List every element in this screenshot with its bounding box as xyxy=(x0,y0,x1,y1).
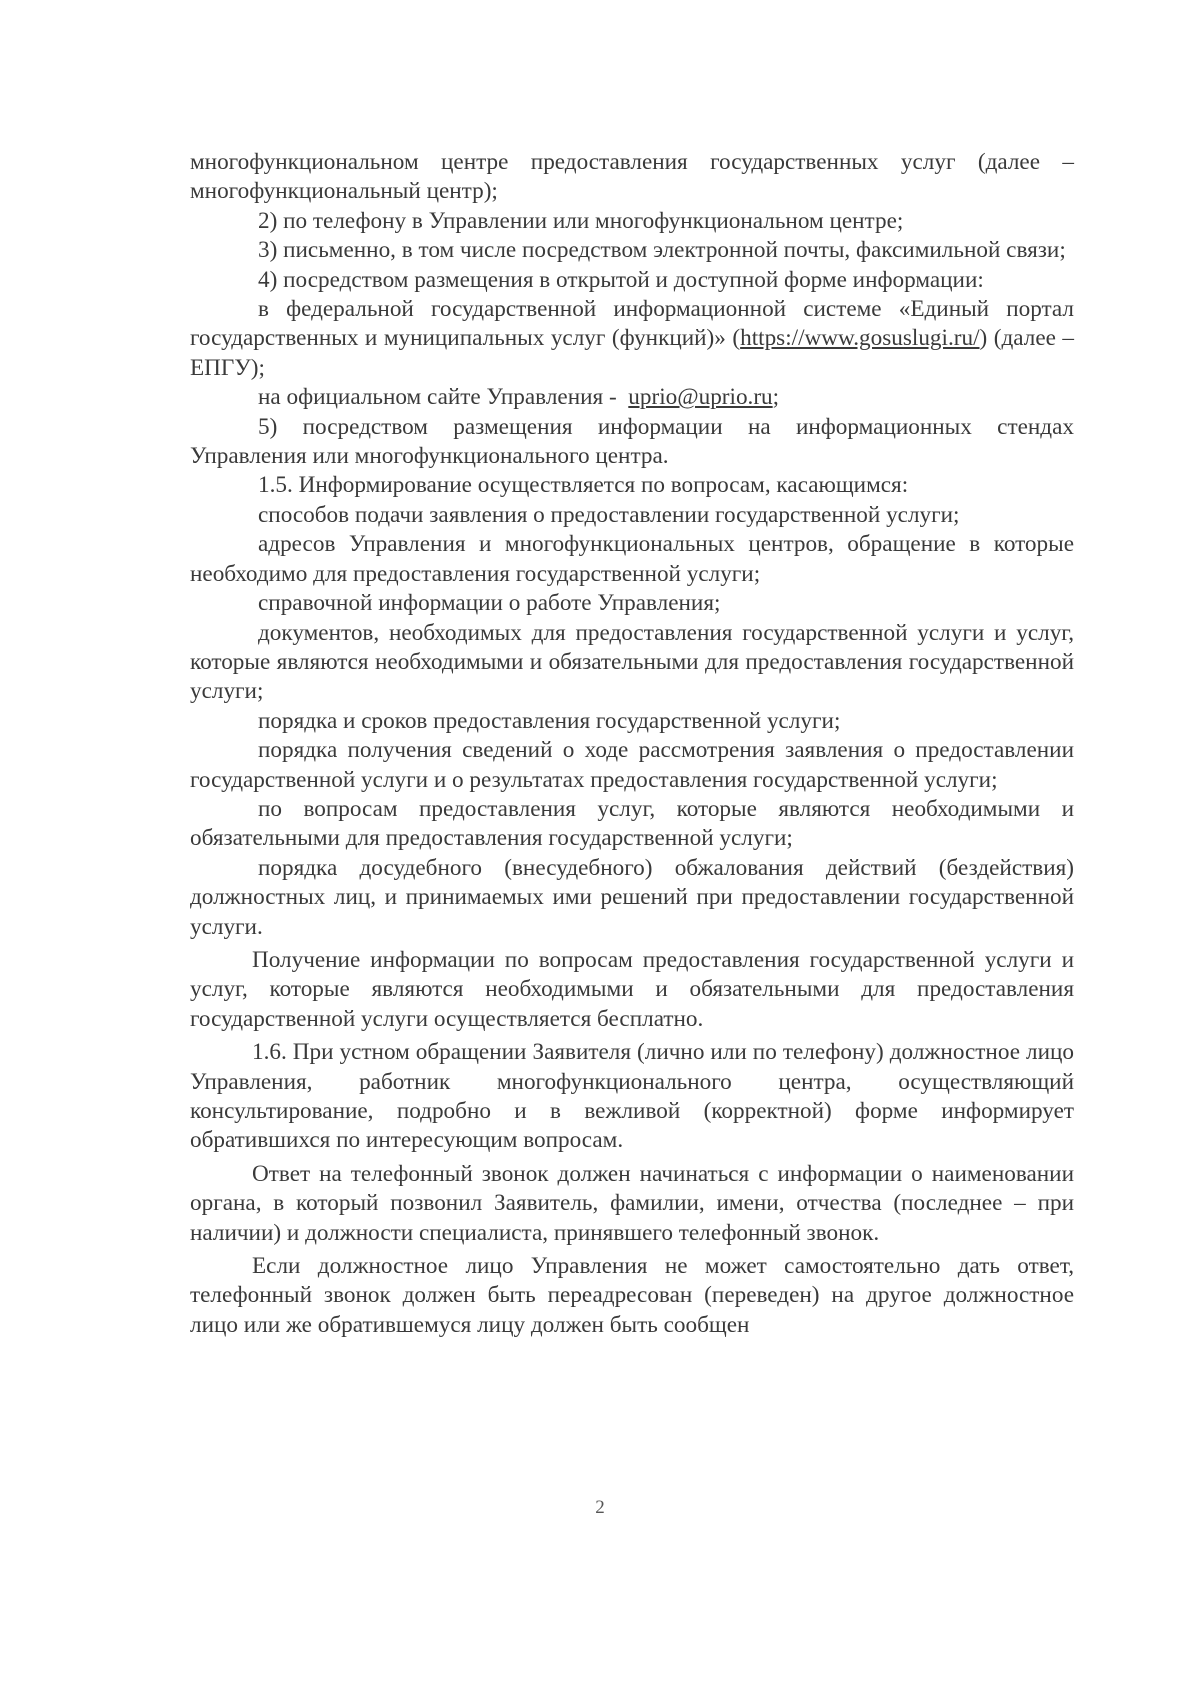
paragraph-text: на официальном сайте Управления - xyxy=(258,384,617,411)
page-number: 2 xyxy=(595,1497,605,1518)
paragraph: 5) посредством размещения информации на информационных стендах Управления или многофункционального центра. xyxy=(190,413,1074,470)
paragraph: порядка досудебного (внесудебного) обжалования действий (бездействия) должностных лиц, и принимаемых ими решений при предоставлении государственной услуги. xyxy=(190,854,1074,940)
paragraph: Получение информации по вопросам предоставления государственной услуги и услуг, которые являются необходимыми и обязательными для предоставления государственной услуги осуществляется бесплатно. xyxy=(190,946,1074,1032)
paragraph: способов подачи заявления о предоставлении государственной услуги; xyxy=(258,501,960,528)
paragraph: Ответ на телефонный звонок должен начинаться с информации о наименовании органа, в который позвонил Заявитель, фамилии, имени, отчества (последнее – при наличии) и должности специалиста, принявшего телефонный звонок. xyxy=(190,1160,1074,1246)
epgu-link-open: ( xyxy=(732,325,741,352)
paragraph: многофункциональном центре предоставления государственных услуг (далее – многофункциональный центр); xyxy=(190,149,1074,205)
document-body xyxy=(190,148,1074,1340)
email-tail: ; xyxy=(772,384,780,411)
paragraph: 2) по телефону в Управлении или многофункциональном центре; xyxy=(258,207,904,234)
paragraph: по вопросам предоставления услуг, которые являются необходимыми и обязательными для предоставления государственной услуги; xyxy=(190,795,1074,852)
epgu-link-tail: ) (далее – ЕПГУ); xyxy=(190,325,1074,381)
paragraph: 4) посредством размещения в открытой и доступной форме информации: xyxy=(258,266,984,293)
paragraph-text: в федеральной государственной информационной системе «Единый портал государственных и муниципальных услуг (функций)» xyxy=(190,296,1074,352)
paragraph: Если должностное лицо Управления не может самостоятельно дать ответ, телефонный звонок должен быть переадресован (переведен) на другое должностное лицо или же обратившемуся лицу должен быть сообщен xyxy=(190,1253,1074,1338)
paragraph: порядка и сроков предоставления государственной услуги; xyxy=(258,707,841,734)
paragraph-email xyxy=(190,383,1074,412)
paragraph: справочной информации о работе Управления; xyxy=(258,590,721,617)
email-link[interactable]: uprio@uprio.ru xyxy=(628,384,773,411)
paragraph: порядка получения сведений о ходе рассмотрения заявления о предоставлении государственной услуги и о результатах предоставления государственной услуги; xyxy=(190,737,1074,793)
paragraph: 1.6. При устном обращении Заявителя (лично или по телефону) должностное лицо Управления, работник многофункционального центра, осуществляющий консультирование, подробно и в вежливой (корректной) форме информирует обратившихся по интересующим вопросам. xyxy=(190,1039,1074,1154)
paragraph: адресов Управления и многофункциональных центров, обращение в которые необходимо для предоставления государственной услуги; xyxy=(190,531,1074,587)
paragraph: документов, необходимых для предоставления государственной услуги и услуг, которые являются необходимыми и обязательными для предоставления государственной услуги; xyxy=(190,619,1074,705)
paragraph: 3) письменно, в том числе посредством электронной почты, факсимильной связи; xyxy=(258,237,1066,264)
paragraph: 1.5. Информирование осуществляется по вопросам, касающимся: xyxy=(258,472,909,499)
paragraph-epgu xyxy=(190,295,1074,383)
epgu-link[interactable]: https://www.gosuslugi.ru/ xyxy=(740,325,980,352)
